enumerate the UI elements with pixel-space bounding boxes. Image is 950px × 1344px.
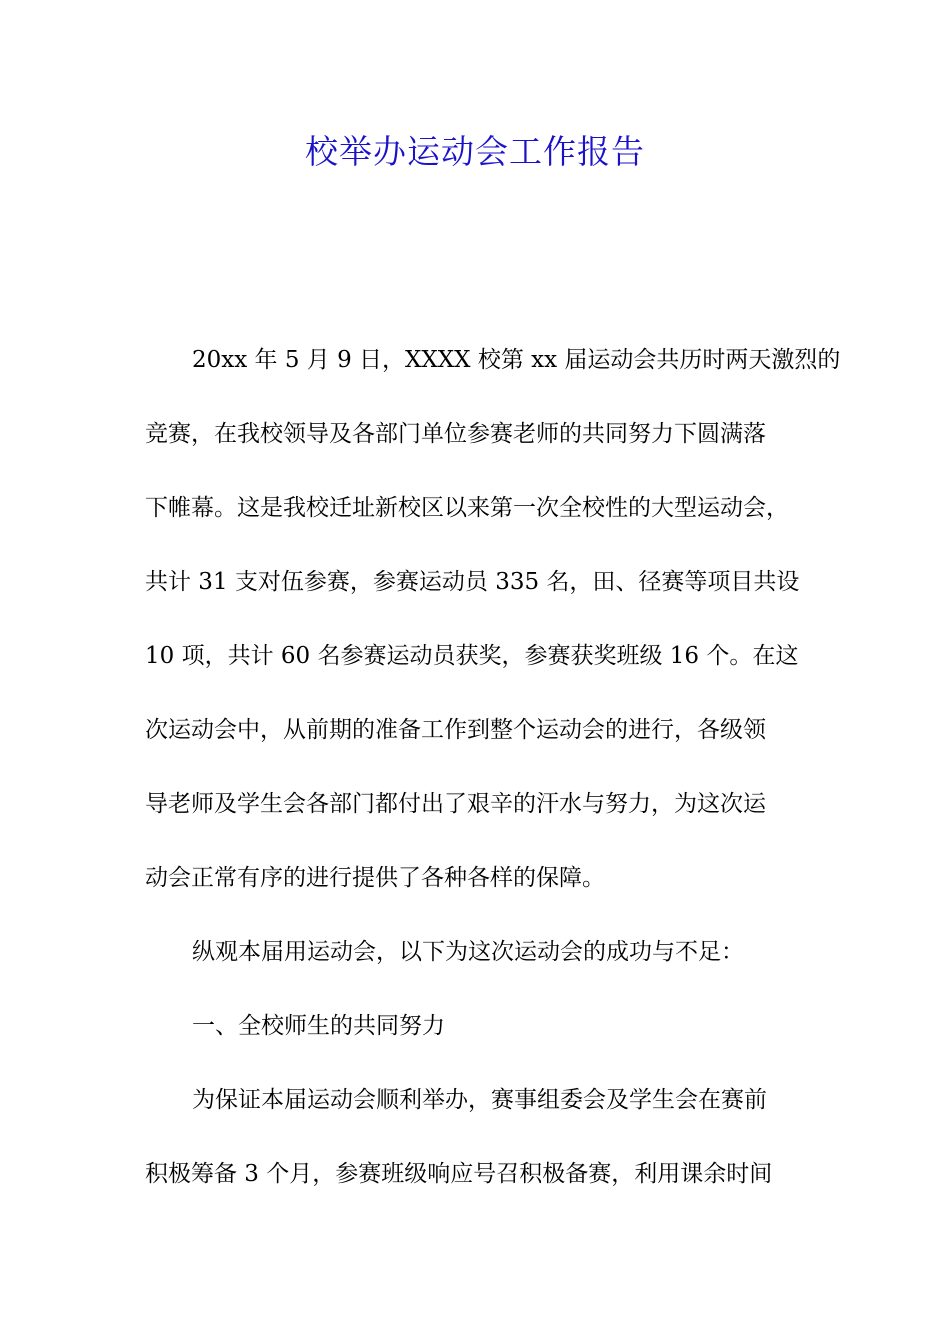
paragraph-3-line-2: 积极筹备 3 个月，参赛班级响应号召积极备赛，利用课余时间 (145, 1161, 773, 1187)
document-title: 校举办运动会工作报告 (305, 132, 645, 171)
paragraph-3-line-1: 为保证本届运动会顺利举办，赛事组委会及学生会在赛前 (192, 1087, 767, 1113)
paragraph-1-line-7: 导老师及学生会各部门都付出了艰辛的汗水与努力，为这次运 (145, 791, 766, 817)
paragraph-1-line-6: 次运动会中，从前期的准备工作到整个运动会的进行，各级领 (145, 717, 766, 743)
paragraph-1-line-3: 下帷幕。这是我校迁址新校区以来第一次全校性的大型运动会， (145, 495, 789, 521)
paragraph-1-line-8: 动会正常有序的进行提供了各种各样的保障。 (145, 865, 605, 891)
paragraph-1-line-5: 10 项，共计 60 名参赛运动员获奖，参赛获奖班级 16 个。在这 (145, 643, 799, 669)
paragraph-2-line-1: 纵观本届用运动会，以下为这次运动会的成功与不足： (192, 939, 744, 965)
paragraph-1-line-1: 20xx 年 5 月 9 日，XXXX 校第 xx 届运动会共历时两天激烈的 (192, 347, 841, 373)
section-heading-1: 一、全校师生的共同努力 (192, 1013, 445, 1039)
paragraph-1-line-4: 共计 31 支对伍参赛，参赛运动员 335 名，田、径赛等项目共设 (145, 569, 800, 595)
paragraph-1-line-2: 竞赛，在我校领导及各部门单位参赛老师的共同努力下圆满落 (145, 421, 766, 447)
